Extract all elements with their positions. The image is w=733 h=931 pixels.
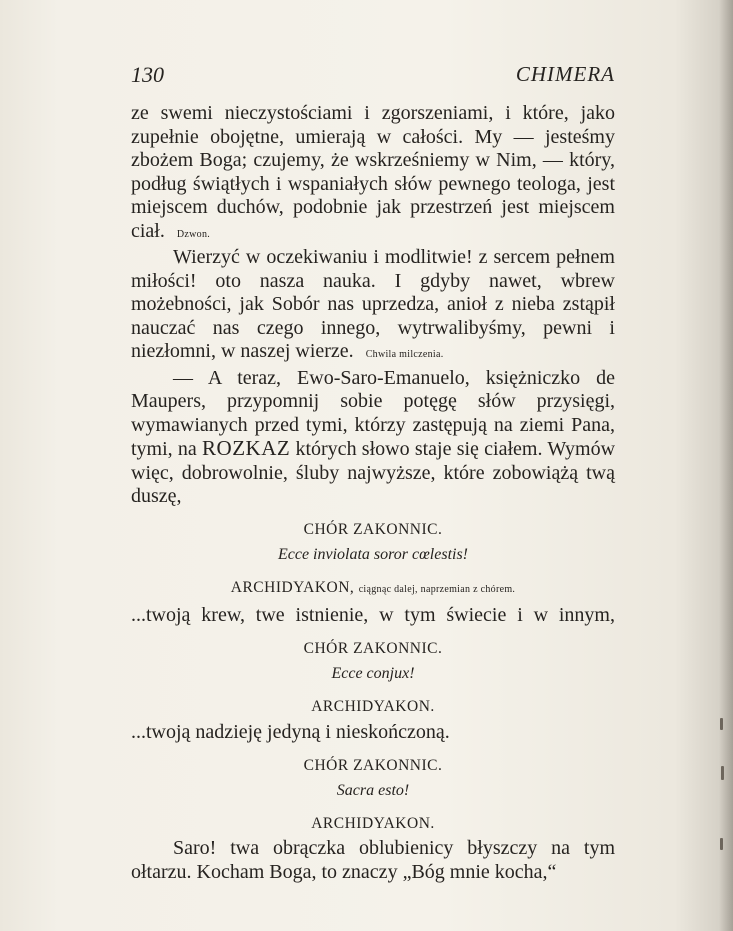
margin-mark [720,718,723,730]
latin-line-3: Sacra esto! [336,782,410,799]
speaker-chorus-2: CHÓR ZAKONNIC. [303,639,443,657]
stage-cue-silence: Chwila milczenia. [365,349,444,360]
latin-line-2: Ecce conjux! [331,665,415,682]
running-title: CHIMERA [515,62,615,86]
paragraph-3-text-b: których słowo staje się ciałem. Wymów więc, dobrowolnie, śluby najwyższe, które zobowiążą twą duszę, [131,438,616,507]
body-text [131,102,615,884]
page-header [131,62,615,92]
dialogue-line-3: Saro! twa obrączka oblubienicy błyszczy na tym ołtarzu. Kocham Boga, to znaczy „Bóg mnie kocha,“ [131,837,615,883]
margin-mark [721,766,724,780]
paragraph-1 [131,102,615,246]
speaker-archdeacon-3: ARCHIDYAKON. [311,814,435,832]
stage-direction: ciągnąc dalej, naprzemian z chórem. [358,583,516,595]
speaker-chorus-1: CHÓR ZAKONNIC. [303,520,443,538]
margin-mark [720,838,723,850]
rozkaz-word: ROZKAZ [202,436,291,460]
paragraph-1-text: ze swemi nieczystościami i zgorszeniami, i które, jako zupełnie obojętne, umierają w całości. My — jesteśmy zbożem Boga; czujemy, że wskrześniemy w Nim, — który, podług świątłych i wspaniałych słów pewnego teologa, jest miejscem duchów, podobnie jak przestrzeń jest miejscem ciał. [131,102,615,242]
dialogue-line-1: ...twoją krew, twe istnienie, w tym świecie i w innym, [131,604,615,626]
paragraph-3-text-a: — A teraz, Ewo-Saro-Emanuelo, księżniczko de Maupers, przypomnij sobie potęgę słów przysięgi, wymawianych przed tymi, którzy zastępują na ziemi Pana, tymi, na [131,366,615,460]
page-number: 130 [131,62,164,87]
speaker-archdeacon-1-label: ARCHIDYAKON, [230,578,355,596]
latin-line-1: Ecce inviolata soror cœlestis! [277,546,469,563]
paragraph-2 [131,246,615,367]
dialogue-line-2: ...twoją nadzieję jedyną i nieskończoną. [131,721,450,743]
speaker-archdeacon-1 [131,576,615,602]
speaker-chorus-3: CHÓR ZAKONNIC. [303,756,443,774]
speaker-archdeacon-2: ARCHIDYAKON. [311,697,435,715]
paragraph-2-text: Wierzyć w oczekiwaniu i modlitwie! z sercem pełnem miłości! oto nasza nauka. I gdyby nawet, wbrew możebności, jak Sobór nas uprzedza, anioł z nieba zstąpił nauczać nas czego innego, wytrwalibyśmy, pewni i niezłomni, w naszej wierze. [131,246,615,362]
paragraph-3 [131,367,615,509]
stage-cue-bell: Dzwon. [176,228,211,240]
page-edge-shadow [719,0,733,931]
